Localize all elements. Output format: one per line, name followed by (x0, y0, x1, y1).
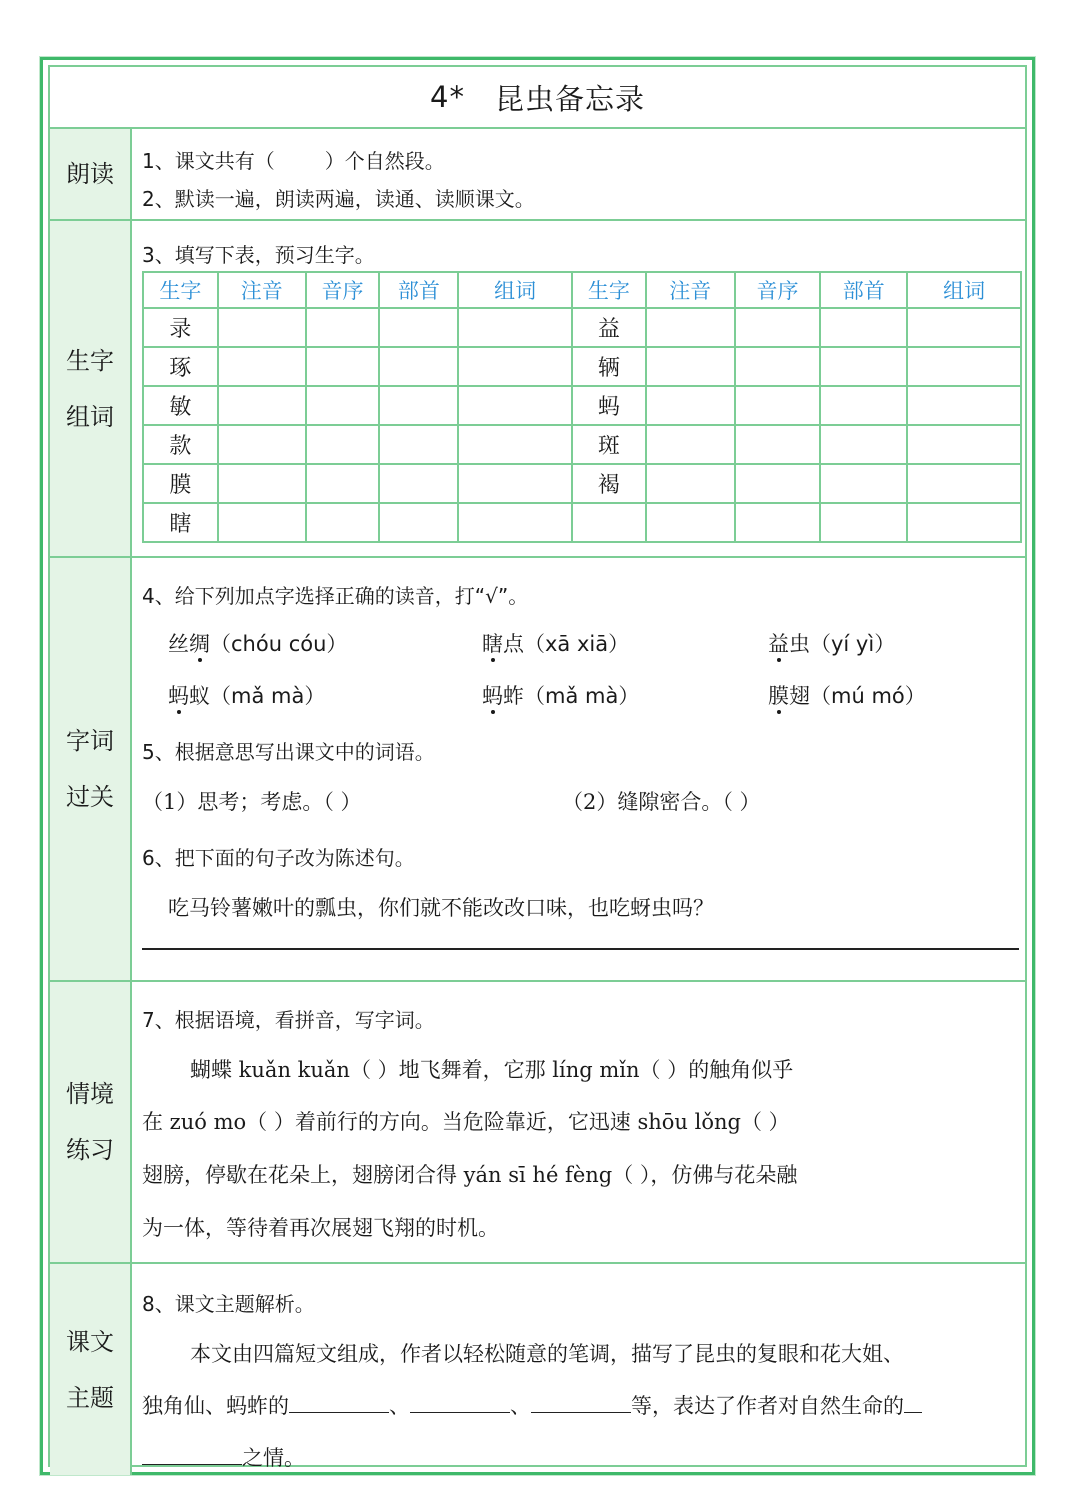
table-cell[interactable] (379, 386, 458, 425)
table-cell[interactable] (735, 464, 821, 503)
table-cell[interactable] (379, 425, 458, 464)
table-cell[interactable] (306, 386, 380, 425)
section-theme (50, 1264, 1025, 1475)
question-6-sentence: 吃马铃薯嫩叶的瓢虫，你们就不能改改口味，也吃蚜虫吗？ (168, 896, 714, 920)
theme-line-2[interactable]: 独角仙、蚂蚱的 、 、 等，表达了作者对自然生命的 (142, 1390, 922, 1420)
table-cell: 款 (143, 425, 218, 464)
table-cell[interactable] (379, 503, 458, 542)
section-label-theme: 课文 主题 (50, 1264, 132, 1475)
table-cell: 斑 (572, 425, 646, 464)
table-cell[interactable] (735, 347, 821, 386)
section-label-reading: 朗读 (50, 129, 132, 219)
table-cell[interactable] (218, 503, 306, 542)
table-cell[interactable] (458, 386, 572, 425)
table-cell[interactable] (646, 347, 735, 386)
table-cell[interactable] (820, 464, 907, 503)
page-title (50, 67, 1025, 129)
pinyin-choice[interactable]: 膜翅（mú mó） (768, 680, 926, 710)
table-cell[interactable] (820, 386, 907, 425)
table-cell[interactable] (379, 464, 458, 503)
context-line-2[interactable]: 在 zuó mo（ ）着前行的方向。当危险靠近，它迅速 shōu lǒng（ ） (142, 1110, 790, 1134)
question-7: 7、根据语境，看拼音，写字词。 (142, 1008, 435, 1032)
question-1: 1、课文共有（ ）个自然段。 (142, 149, 445, 173)
table-cell: 组词 (458, 272, 572, 308)
pinyin-choice[interactable]: 蚂蚱（mǎ mà） (482, 680, 639, 710)
context-line-4: 为一体，等待着再次展翅飞翔的时机。 (142, 1216, 499, 1240)
table-cell[interactable] (646, 386, 735, 425)
table-cell: 组词 (907, 272, 1021, 308)
table-row (143, 386, 1021, 425)
table-row (143, 347, 1021, 386)
table-cell: 部首 (379, 272, 458, 308)
question-8: 8、课文主题解析。 (142, 1292, 315, 1316)
table-cell[interactable] (820, 503, 907, 542)
table-cell[interactable] (306, 464, 380, 503)
table-cell[interactable] (820, 347, 907, 386)
question-5-2[interactable]: （2）缝隙密合。（ ） (562, 790, 761, 814)
question-6: 6、把下面的句子改为陈述句。 (142, 846, 415, 870)
table-cell: 生字 (143, 272, 218, 308)
table-cell[interactable] (907, 386, 1021, 425)
table-cell[interactable] (646, 425, 735, 464)
pinyin-choice[interactable]: 蚂蚁（mǎ mà） (168, 680, 325, 710)
table-cell[interactable] (735, 425, 821, 464)
question-5: 5、根据意思写出课文中的词语。 (142, 740, 435, 764)
question-4: 4、给下列加点字选择正确的读音，打“√”。 (142, 584, 529, 608)
table-cell: 益 (572, 308, 646, 347)
table-cell[interactable] (646, 503, 735, 542)
table-cell: 敏 (143, 386, 218, 425)
table-cell[interactable] (306, 425, 380, 464)
table-cell: 膜 (143, 464, 218, 503)
section-context (50, 982, 1025, 1264)
table-cell: 褐 (572, 464, 646, 503)
table-cell[interactable] (735, 308, 821, 347)
table-cell[interactable] (218, 308, 306, 347)
theme-line-3[interactable]: 之情。 (142, 1442, 305, 1472)
table-header-row (143, 272, 1021, 308)
table-cell[interactable] (306, 503, 380, 542)
table-cell[interactable] (458, 503, 572, 542)
table-cell[interactable] (735, 503, 821, 542)
table-cell: 蚂 (572, 386, 646, 425)
table-cell: 瞎 (143, 503, 218, 542)
table-cell[interactable] (907, 503, 1021, 542)
table-cell[interactable] (458, 464, 572, 503)
answer-line[interactable] (142, 948, 1019, 950)
table-cell: 音序 (735, 272, 821, 308)
pinyin-choice[interactable]: 丝绸（chóu cóu） (168, 628, 347, 658)
table-cell[interactable] (458, 308, 572, 347)
table-cell[interactable] (306, 347, 380, 386)
table-cell: 琢 (143, 347, 218, 386)
context-line-1[interactable]: 蝴蝶 kuǎn kuǎn（ ）地飞舞着，它那 líng mǐn（ ）的触角似乎 (190, 1058, 794, 1082)
section-label-context: 情境 练习 (50, 982, 132, 1262)
table-cell[interactable] (218, 347, 306, 386)
table-cell: 录 (143, 308, 218, 347)
table-cell[interactable] (907, 308, 1021, 347)
table-cell[interactable] (907, 347, 1021, 386)
table-cell[interactable] (572, 503, 646, 542)
table-cell[interactable] (735, 386, 821, 425)
theme-line-1: 本文由四篇短文组成，作者以轻松随意的笔调，描写了昆虫的复眼和花大姐、 (190, 1342, 904, 1366)
lesson-number: 4* (430, 80, 465, 114)
table-cell[interactable] (218, 464, 306, 503)
section-words (50, 558, 1025, 982)
table-cell[interactable] (379, 308, 458, 347)
table-row (143, 425, 1021, 464)
table-cell: 注音 (218, 272, 306, 308)
table-row (143, 503, 1021, 542)
table-cell: 辆 (572, 347, 646, 386)
table-cell[interactable] (458, 425, 572, 464)
table-cell: 生字 (572, 272, 646, 308)
table-cell[interactable] (646, 464, 735, 503)
worksheet-inner-border (48, 65, 1027, 1470)
section-label-characters: 生字 组词 (50, 221, 132, 556)
table-cell: 音序 (306, 272, 380, 308)
section-characters (50, 221, 1025, 558)
question-3: 3、填写下表，预习生字。 (142, 243, 375, 267)
table-cell[interactable] (218, 386, 306, 425)
table-cell: 部首 (820, 272, 907, 308)
question-2: 2、默读一遍，朗读两遍，读通、读顺课文。 (142, 187, 535, 211)
pinyin-choice[interactable]: 瞎点（xā xiā） (482, 628, 629, 658)
table-row (143, 308, 1021, 347)
table-cell[interactable] (820, 425, 907, 464)
table-row (143, 464, 1021, 503)
section-reading (50, 129, 1025, 221)
table-cell[interactable] (306, 308, 380, 347)
table-cell[interactable] (218, 425, 306, 464)
table-cell[interactable] (907, 425, 1021, 464)
section-label-words: 字词 过关 (50, 558, 132, 980)
table-cell: 注音 (646, 272, 735, 308)
context-line-3[interactable]: 翅膀，停歇在花朵上，翅膀闭合得 yán sī hé fèng（ ），仿佛与花朵融 (142, 1163, 798, 1187)
character-table (142, 271, 1022, 543)
table-cell[interactable] (458, 347, 572, 386)
table-cell[interactable] (379, 347, 458, 386)
table-cell[interactable] (820, 308, 907, 347)
worksheet (40, 57, 1035, 1475)
table-cell[interactable] (646, 308, 735, 347)
table-cell[interactable] (907, 464, 1021, 503)
question-5-1[interactable]: （1）思考；考虑。（ ） (142, 790, 362, 814)
lesson-title: 昆虫备忘录 (494, 81, 645, 116)
pinyin-choice[interactable]: 益虫（yí yì） (768, 628, 895, 658)
